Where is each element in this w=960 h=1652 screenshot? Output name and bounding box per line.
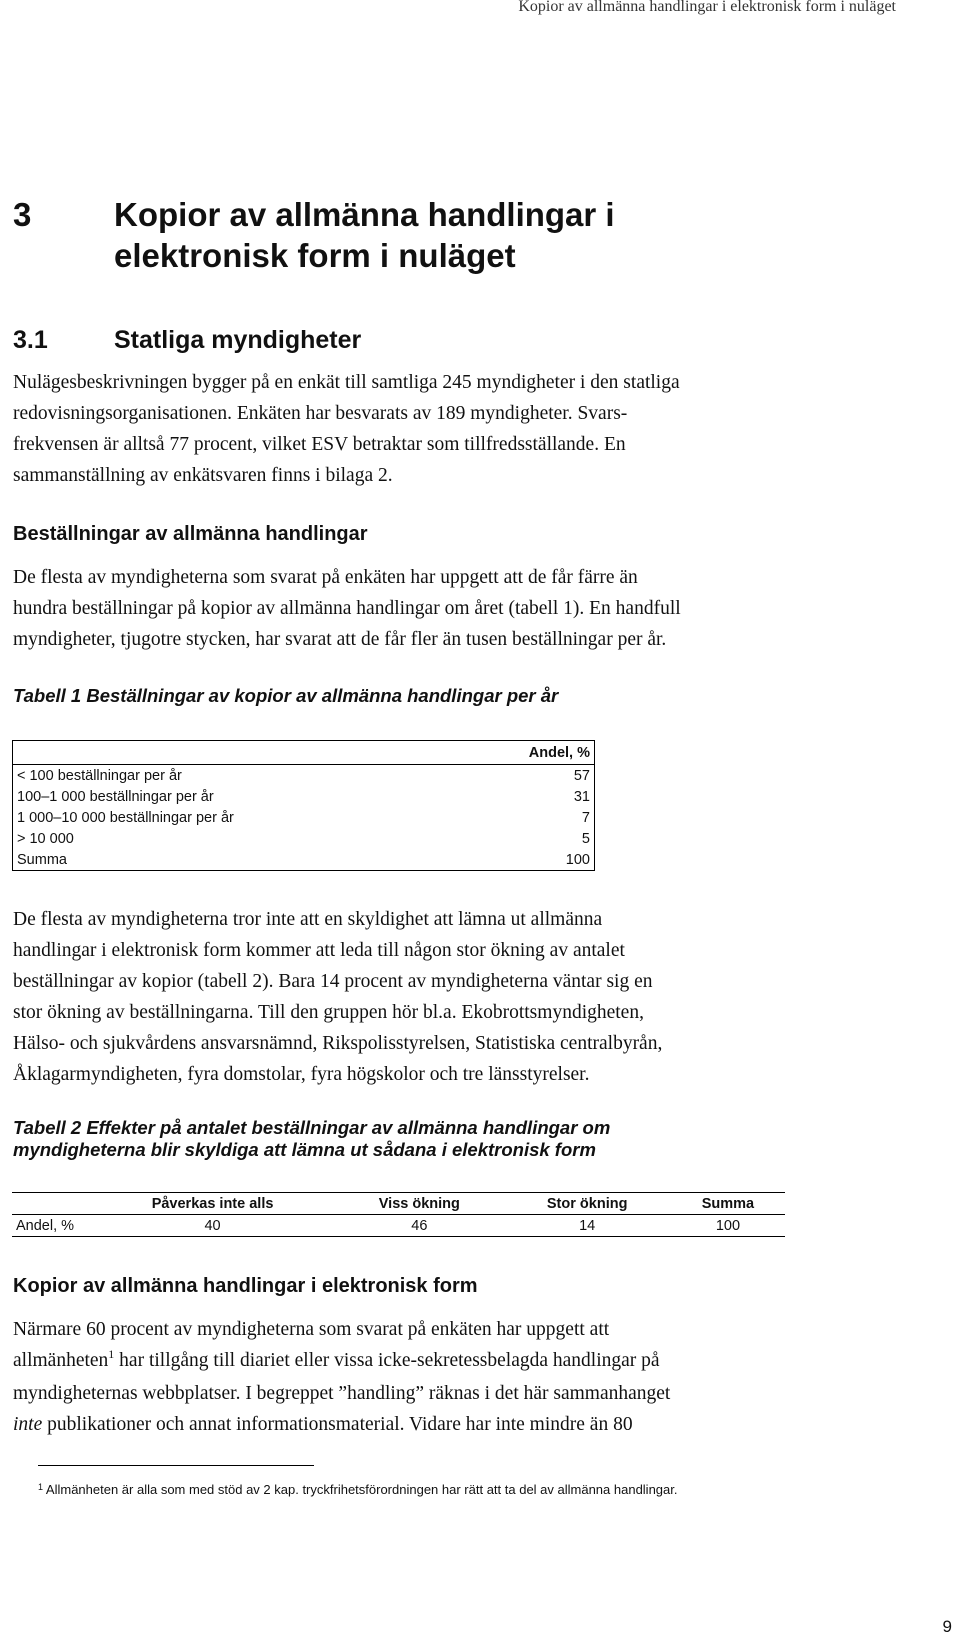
- table-row: [12, 1215, 785, 1237]
- footnote-divider: [38, 1465, 314, 1466]
- table-header-empty: [12, 1193, 90, 1215]
- table2: [12, 1192, 785, 1237]
- text-line: Närmare 60 procent av myndigheterna som svarat på enkäten har uppgett att: [13, 1319, 610, 1340]
- subheading-orders: Beställningar av allmänna handlingar: [13, 523, 368, 545]
- text-fragment: allmänheten: [13, 1350, 109, 1371]
- table1: [12, 740, 595, 871]
- table-cell-label: > 10 000: [17, 830, 74, 847]
- table-header-share: Andel, %: [457, 741, 595, 765]
- footnote-number: 1: [38, 1482, 44, 1492]
- footnote: [38, 1482, 678, 1497]
- copies-paragraph: [13, 1314, 853, 1440]
- table-header-empty: [13, 741, 457, 765]
- text-line: Åklagarmyndigheten, fyra domstolar, fyra högskolor och tre länsstyrelser.: [13, 1064, 590, 1085]
- table-cell-value: 7: [581, 809, 590, 826]
- chapter-number: 3: [13, 196, 32, 233]
- table-cell-value: 14: [579, 1217, 596, 1234]
- caption-line: Tabell 2 Effekter på antalet beställningar av allmänna handlingar om: [13, 1117, 611, 1138]
- table-row: [13, 765, 595, 787]
- chapter-title-line1: Kopior av allmänna handlingar i: [114, 196, 615, 233]
- table-cell-value: 100: [565, 851, 590, 868]
- subheading-copies: Kopior av allmänna handlingar i elektronisk form: [13, 1275, 478, 1297]
- text-line: myndigheternas webbplatser. I begreppet ”handling” räknas i det här sammanhanget: [13, 1383, 671, 1404]
- text-line: sammanställning av enkätsvaren finns i bilaga 2.: [13, 465, 393, 486]
- intro-paragraph: [13, 367, 853, 491]
- table-header-row: [12, 1193, 785, 1215]
- caption-line: Tabell 1 Beställningar av kopior av allmänna handlingar per år: [13, 685, 559, 706]
- table-row: [13, 786, 595, 807]
- table-cell-label: Summa: [17, 851, 67, 868]
- text-line: Hälso- och sjukvårdens ansvarsnämnd, Rikspolisstyrelsen, Statistiska centralbyrån,: [13, 1033, 663, 1054]
- table-row: [13, 807, 595, 828]
- footnote-reference[interactable]: 1: [108, 1347, 115, 1361]
- text-line: De flesta av myndigheterna som svarat på enkäten har uppgett att de får färre än: [13, 567, 638, 588]
- table2-caption: [13, 1117, 610, 1161]
- text-line: myndigheter, tjugotre stycken, har svarat att de får fler än tusen beställningar per år.: [13, 629, 667, 650]
- section-number: 3.1: [13, 326, 48, 354]
- text-line: beställningar av kopior (tabell 2). Bara 14 procent av myndigheterna väntar sig en: [13, 971, 653, 992]
- table-cell-value: 40: [204, 1217, 221, 1234]
- table-row: [13, 828, 595, 849]
- text-line: [13, 1409, 853, 1440]
- orders-paragraph: [13, 562, 853, 655]
- table1-caption: [13, 685, 558, 707]
- table-cell-value: 46: [411, 1217, 428, 1234]
- table-header-cell: Summa: [671, 1193, 785, 1215]
- table-cell-label: < 100 beställningar per år: [17, 767, 182, 784]
- section-title: Statliga myndigheter: [114, 326, 362, 354]
- text-line: De flesta av myndigheterna tror inte att en skyldighet att lämna ut allmänna: [13, 909, 603, 930]
- table-cell-label: 100–1 000 beställningar per år: [17, 788, 214, 805]
- text-line: Nulägesbeskrivningen bygger på en enkät till samtliga 245 myndigheter i den statliga: [13, 372, 680, 393]
- table-row-total: [13, 849, 595, 871]
- footnote-text: Allmänheten är alla som med stöd av 2 kap. tryckfrihetsförordningen har rätt att ta del av allmänna handlingar.: [45, 1482, 678, 1497]
- table-cell-value: 57: [573, 767, 590, 784]
- text-line: hundra beställningar på kopior av allmänna handlingar om året (tabell 1). En handfull: [13, 598, 681, 619]
- text-line: frekvensen är alltså 77 procent, vilket ESV betraktar som tillfredsställande. En: [13, 434, 626, 455]
- text-line: handlingar i elektronisk form kommer att leda till någon stor ökning av antalet: [13, 940, 625, 961]
- page-number: 9: [942, 1617, 952, 1636]
- emphasis-inte: inte: [13, 1414, 43, 1435]
- table-header-cell: Stor ökning: [504, 1193, 671, 1215]
- text-line: [13, 1345, 853, 1378]
- table-header-row: [13, 741, 595, 765]
- table-cell-value: 100: [715, 1217, 741, 1234]
- text-fragment: publikationer och annat informationsmaterial. Vidare har inte mindre än 80: [42, 1414, 633, 1435]
- running-head: Kopior av allmänna handlingar i elektronisk form i nuläget: [518, 0, 896, 15]
- effects-paragraph: [13, 904, 853, 1090]
- table-cell-value: 31: [573, 788, 590, 805]
- text-line: redovisningsorganisationen. Enkäten har besvarats av 189 myndigheter. Svars-: [13, 403, 628, 424]
- text-line: stor ökning av beställningarna. Till den gruppen hör bl.a. Ekobrottsmyndigheten,: [13, 1002, 644, 1023]
- table-header-cell: Viss ökning: [335, 1193, 503, 1215]
- chapter-title-line2: elektronisk form i nuläget: [114, 237, 516, 274]
- table-cell-label: 1 000–10 000 beställningar per år: [17, 809, 234, 826]
- table-header-cell: Påverkas inte alls: [90, 1193, 335, 1215]
- text-fragment: har tillgång till diariet eller vissa icke-sekretessbelagda handlingar på: [114, 1350, 660, 1371]
- table-cell-label: Andel, %: [16, 1217, 75, 1234]
- caption-line: myndigheterna blir skyldiga att lämna ut sådana i elektronisk form: [13, 1139, 596, 1160]
- table-cell-value: 5: [581, 830, 590, 847]
